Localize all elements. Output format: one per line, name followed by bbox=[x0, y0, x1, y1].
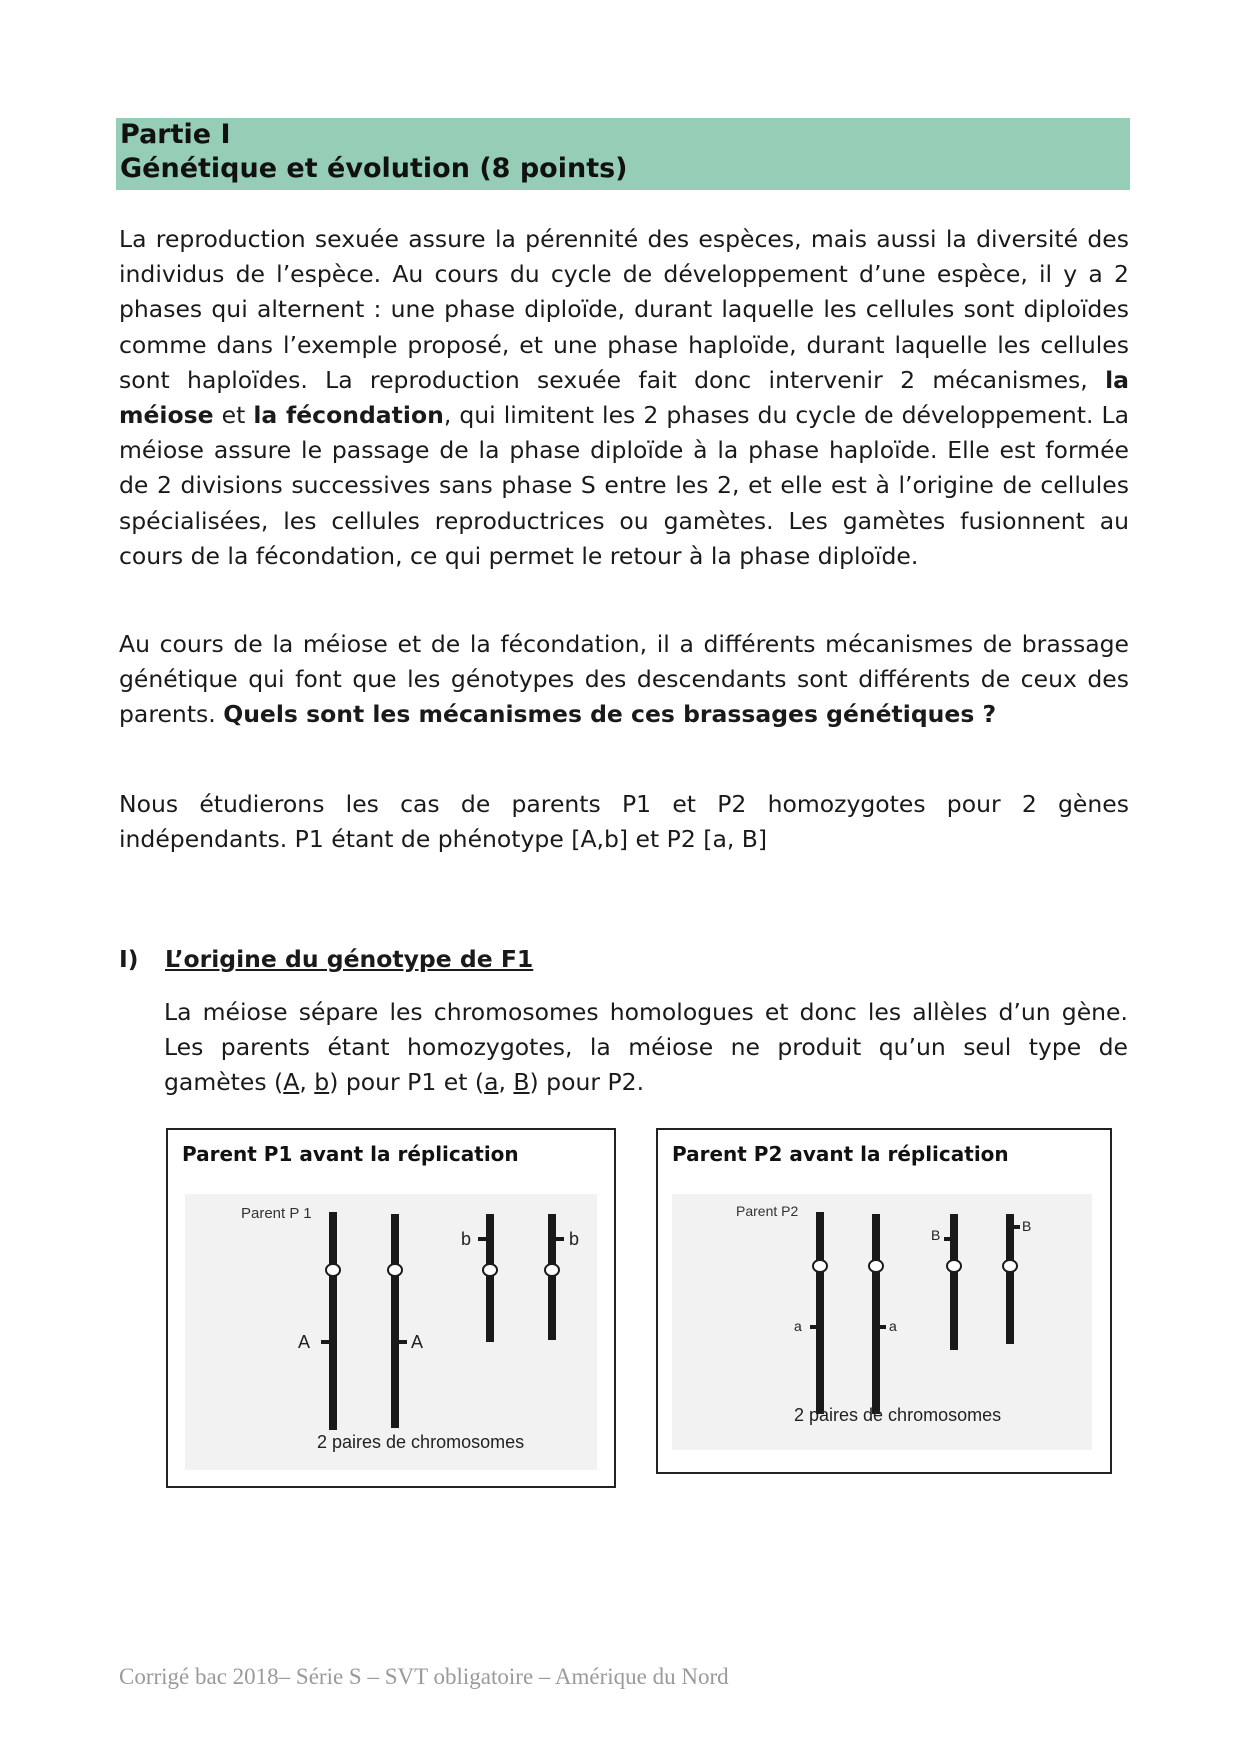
research-question: Quels sont les mécanismes de ces brassages génétiques ? bbox=[223, 700, 997, 729]
part-title: Partie I bbox=[120, 119, 231, 150]
part-header bbox=[116, 118, 1130, 190]
chromosome-short-1 bbox=[944, 1214, 961, 1350]
figure-p1-diagram bbox=[185, 1194, 597, 1470]
figure-parent-p2 bbox=[656, 1128, 1112, 1474]
allele-label-a-left: a bbox=[794, 1318, 802, 1334]
diagram-p2-caption: 2 paires de chromosomes bbox=[794, 1405, 1002, 1425]
chromosome-short-1 bbox=[478, 1214, 497, 1342]
intro-paragraph-1: La reproduction sexuée assure la pérennité des espèces, mais aussi la diversité des individus de l’espèce. Au cours du cycle de développement d’une espèce, il y a 2 phases qui alternent : une phase diploïde, durant laquelle les cellules sont diploïdes comme dans l’exemple proposé, et une phase haploïde, durant laquelle les cellules sont haploïdes. La reproduction sexuée fait donc intervenir 2 mécanismes, la méiose et la fécondation, qui limitent les 2 phases du cycle de développement. La méiose assure le passage de la phase diploïde à la phase haploïde. Elle est formée de 2 divisions successives sans phase S entre les 2, et elle est à l’origine de cellules spécialisées, les cellules reproductrices ou gamètes. Les gamètes fusionnent au cours de la fécondation, ce qui permet le retour à la phase diploïde. bbox=[119, 225, 1129, 570]
section-heading: I) L’origine du génotype de F1 bbox=[119, 945, 534, 973]
intro-paragraph-3: Nous étudierons les cas de parents P1 et P2 homozygotes pour 2 gènes indépendants. P1 étant de phénotype [A,b] et P2 [a, B] bbox=[119, 790, 1129, 854]
allele-label-A-left: A bbox=[298, 1332, 311, 1352]
chromosome-long-1 bbox=[810, 1212, 827, 1414]
chromosome-short-2 bbox=[1003, 1214, 1020, 1344]
intro-paragraph-2: Au cours de la méiose et de la fécondation, il a différents mécanismes de brassage génétique qui font que les génotypes des descendants sont différents de ceux des parents. Quels sont les mécanismes de ces brassages génétiques ? bbox=[119, 630, 1129, 729]
chromosome-diagram-p1 bbox=[185, 1194, 597, 1470]
chromosome-long-2 bbox=[388, 1214, 407, 1428]
figure-parent-p1 bbox=[166, 1128, 616, 1488]
page-footer: Corrigé bac 2018– Série S – SVT obligatoire – Amérique du Nord bbox=[119, 1664, 729, 1689]
diagram-p2-label: Parent P2 bbox=[736, 1203, 799, 1219]
diagram-p1-caption: 2 paires de chromosomes bbox=[317, 1432, 525, 1452]
figure-p2-diagram bbox=[672, 1194, 1092, 1450]
allele-label-B-left: B bbox=[931, 1227, 941, 1243]
diagram-p1-label: Parent P 1 bbox=[241, 1205, 312, 1222]
allele-label-B-right: B bbox=[1022, 1218, 1032, 1234]
allele-label-b-right: b bbox=[569, 1229, 580, 1249]
figure-p2-title: Parent P2 avant la réplication bbox=[672, 1142, 1009, 1166]
chromosome-long-1 bbox=[321, 1212, 340, 1430]
allele-label-b-left: b bbox=[461, 1229, 472, 1249]
chromosome-long-2 bbox=[869, 1214, 886, 1414]
section-paragraph: La méiose sépare les chromosomes homologues et donc les allèles d’un gène. Les parents étant homozygotes, la méiose ne produit qu’un seul type de gamètes (A, b) pour P1 et (a, B) pour P2. bbox=[164, 998, 1128, 1097]
chromosome-short-2 bbox=[545, 1214, 564, 1340]
figure-p1-title: Parent P1 avant la réplication bbox=[182, 1142, 519, 1166]
chromosome-diagram-p2 bbox=[672, 1194, 1092, 1450]
allele-label-a-right: a bbox=[889, 1318, 897, 1334]
part-subtitle: Génétique et évolution (8 points) bbox=[120, 153, 628, 184]
allele-label-A-right: A bbox=[411, 1332, 424, 1352]
